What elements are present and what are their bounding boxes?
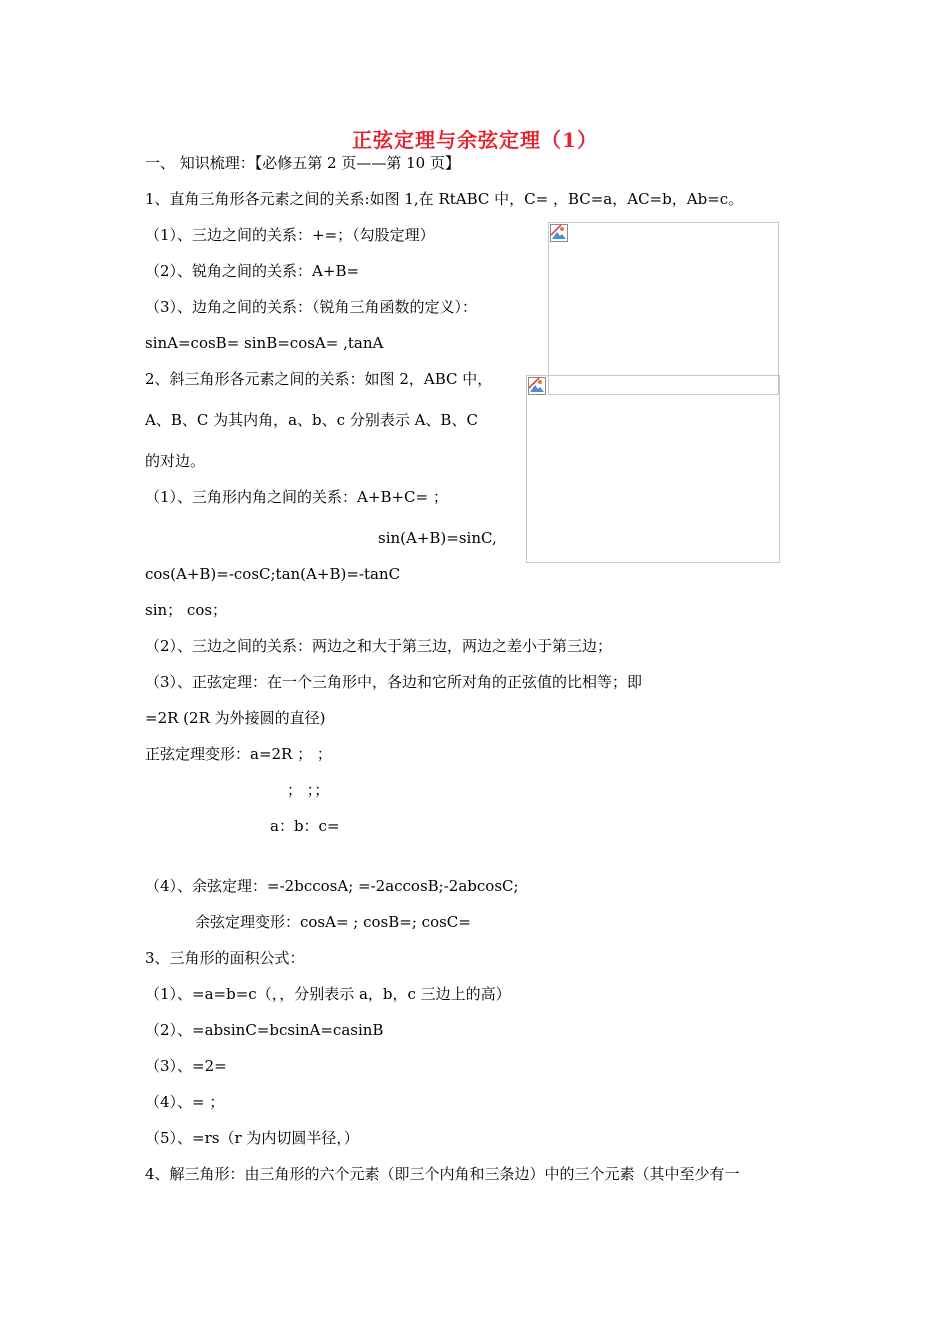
item-interior-angles: （1）、三角形内角之间的关系：A+B+C= ； xyxy=(145,488,448,506)
area-formula-2: （2）、=absinC=bcsinA=casinB xyxy=(145,1021,384,1039)
formula-2r: =2R (2R 为外接圆的直径) xyxy=(145,709,326,727)
section-area-formula: 3、三角形的面积公式： xyxy=(145,949,305,967)
section-heading-knowledge: 一、 知识梳理：【必修五第 2 页——第 10 页】 xyxy=(145,154,460,172)
item-side-angle: （3）、边角之间的关系：（锐角三角函数的定义）： xyxy=(145,298,478,316)
paragraph-oblique-triangle: 2、斜三角形各元素之间的关系：如图 2，ABC 中， xyxy=(145,370,493,388)
item-law-of-cosines: （4）、余弦定理：=-2bccosA; =-2accosB;-2abcosC; xyxy=(145,877,519,895)
formula-sin-cos-tan: sinA=cosB= sinB=cosA= ,tanA xyxy=(145,334,384,352)
paragraph-oblique-triangle-cont: A、B、C 为其内角，a、b、c 分别表示 A、B、C xyxy=(145,411,478,429)
section-solve-triangle: 4、解三角形：由三角形的六个元素（即三个内角和三条边）中的三个元素（其中至少有一 xyxy=(145,1165,740,1183)
figure-2-caption-bar xyxy=(548,375,779,395)
formula-sin-sum: sin(A+B)=sinC, xyxy=(378,529,497,547)
item-acute-angles: （2）、锐角之间的关系：A+B= xyxy=(145,262,360,280)
formula-cos-tan-sum: cos(A+B)=-cosC;tan(A+B)=-tanC xyxy=(145,565,401,583)
figure-2-image xyxy=(526,375,780,563)
area-formula-1: （1）、=a=b=c（，，分别表示 a，b，c 三边上的高） xyxy=(145,985,511,1003)
item-three-sides: （1）、三边之间的关系：+=；（勾股定理） xyxy=(145,226,435,244)
paragraph-oblique-triangle-end: 的对边。 xyxy=(145,452,206,470)
law-of-sines-variant-2: ； ；； xyxy=(287,781,330,799)
area-formula-3: （3）、=2= xyxy=(145,1057,227,1075)
figure-1-image xyxy=(548,222,779,376)
item-law-of-sines: （3）、正弦定理：在一个三角形中，各边和它所对角的正弦值的比相等；即 xyxy=(145,673,643,691)
item-triangle-inequality: （2）、三边之间的关系：两边之和大于第三边，两边之差小于第三边； xyxy=(145,637,613,655)
paragraph-right-triangle: 1、直角三角形各元素之间的关系:如图 1,在 RtABC 中，C= ，BC=a，AC=b，Ab=c。 xyxy=(145,190,744,208)
broken-image-icon xyxy=(550,224,568,242)
page-title: 正弦定理与余弦定理（1） xyxy=(352,128,598,152)
law-of-sines-variant: 正弦定理变形：a=2R ； ； xyxy=(145,745,332,763)
ratio-abc: a：b：c= xyxy=(270,817,340,835)
broken-image-icon xyxy=(528,377,546,395)
law-of-cosines-variant: 余弦定理变形：cosA= ; cosB=; cosC= xyxy=(195,913,471,931)
area-formula-4: （4）、= ； xyxy=(145,1093,225,1111)
area-formula-5: （5）、=rs（r 为内切圆半径，） xyxy=(145,1129,359,1147)
formula-half-angle: sin； cos； xyxy=(145,601,228,619)
